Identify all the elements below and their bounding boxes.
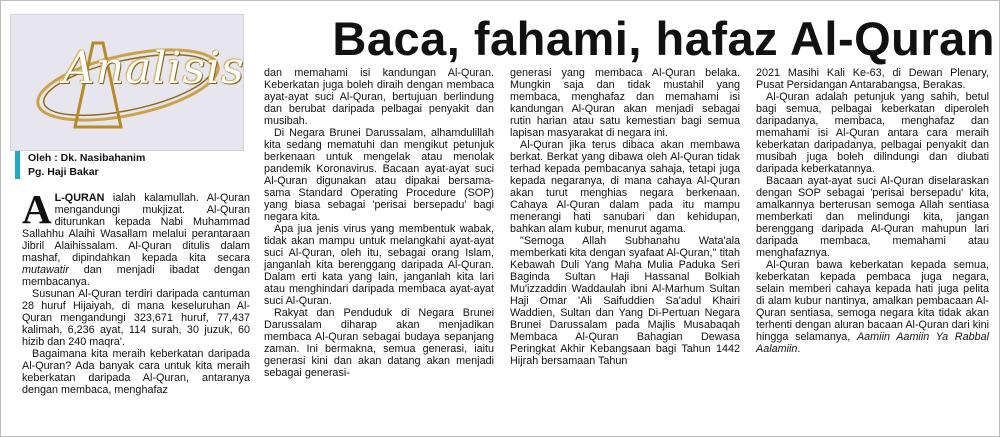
headline: Baca, fahami, hafaz Al-Quran <box>332 12 995 65</box>
paragraph: Al-Quran jika terus dibaca akan membawa berkat. Berkat yang dibawa oleh Al-Quran tidak terhad kepada pembacanya sahaja, tetapi juga kepada negaranya, di mana cahaya Al-Quran akan turut menghias negara berkenaan. Cahaya Al-Quran dalam pada itu mampu menerangi hati sanubari dan kehidupan, bahkan alam kubur, menurut agama. <box>510 139 740 235</box>
paragraph: "Semoga Allah Subhanahu Wata'ala memberkati kita dengan syafaat Al-Quran," titah Kebawah Duli Yang Maha Mulia Paduka Seri Baginda Sultan Haji Hassanal Bolkiah Mu'izzaddin Waddaulah ibni Al-Marhum Sultan Haji Omar 'Ali Saifuddien Sa'adul Khairi Waddien, Sultan dan Yang Di-Pertuan Negara Brunei Darussalam pada Majlis Musabaqah Membaca Al-Quran Bahagian Dewasa Peringkat Akhir Kebangsaan bagi Tahun 1442 Hijrah bersamaan Tahun <box>510 235 740 367</box>
lead-word: L-QURAN <box>54 192 105 204</box>
article-column-1 <box>22 186 250 396</box>
paragraph: Di Negara Brunei Darussalam, alhamdulillah kita sedang mematuhi dan mengikut petunjuk berkenaan untuk mengelak atau menolak pandemik Koronavirus. Bacaan ayat-ayat suci Al-Quran digunakan atau dipakai bersama-sama Standard Operating Procedure (SOP) yang biasa sebagai 'perisai bersepadu' bagi negara kita. <box>264 127 494 223</box>
paragraph: Al-Quran adalah petunjuk yang sahih, betul bagi semua, pelbagai keberkatan diperoleh daripadanya, membaca, menghafaz dan memahami isi Al-Quran antara cara meraih keberkatan daripadanya, pelbagai penyakit dan musibah juga boleh dilindungi dan diubati daripada keberkatannya. <box>756 91 989 175</box>
paragraph: Apa jua jenis virus yang membentuk wabak, tidak akan mampu untuk melangkahi ayat-ayat suci Al-Quran, oleh itu, sebagai orang Islam, janganlah kita berenggang daripada Al-Quran. Dalam erti kata yang lain, janganlah kita lari atau menghindari daripada membaca ayat-ayat suci Al-Quran. <box>264 223 494 307</box>
byline-name: Oleh : Dk. Nasibahanim <box>28 152 146 164</box>
paragraph: Rakyat dan Penduduk di Negara Brunei Darussalam diharap akan menjadikan membaca Al-Quran sebagai budaya sepanjang zaman. Ini bermakna, semua generasi, iaitu generasi kini dan akan datang akan menjadi sebagai generasi- <box>264 307 494 379</box>
paragraph-text: dan menjadi ibadat dengan membacanya. <box>22 264 250 288</box>
paragraph: generasi yang membaca Al-Quran belaka. Mungkin saja dan tidak mustahil yang membaca, menghafaz dan memahami isi kandungan Al-Quran akan menjadi sebagai rutin harian atau satu kemestian bagi semua lapisan masyarakat di negara ini. <box>510 67 740 139</box>
byline <box>15 151 145 179</box>
paragraph-text: ialah kalamullah. Al-Quran mengandungi mukjizat. Al-Quran diturunkan kepada Nabi Muhammad Sallahhu Alaihi Wasallam melalui perantaraan Jibril Alaihissalam. Al-Quran ditulis dalam mashaf, dipindahkan kepada kita secara <box>22 192 250 264</box>
closing-prayer: Aamiin Aamiin Ya Rabbal Aalamiin <box>756 331 989 355</box>
section-logo-text: Analisis <box>63 43 245 94</box>
italic-term: mutawatir <box>22 264 69 276</box>
drop-cap: A <box>22 186 52 232</box>
section-banner <box>10 14 244 151</box>
byline-surname: Pg. Haji Bakar <box>28 166 99 178</box>
article-column-3 <box>510 67 740 367</box>
paragraph-text: Al-Quran bawa keberkatan kepada semua, keberkatan kepada pembaca juga negara, selain memberi cahaya kepada hati juga pelita di alam kubur nantinya, amalkan pembacaan Al-Quran sentiasa, semoga negara kita tidak akan terhenti dengan aluran bacaan Al-Quran dari kini hingga selamanya, <box>756 259 989 343</box>
paragraph: 2021 Masihi Kali Ke-63, di Dewan Plenary, Pusat Persidangan Antarabangsa, Berakas. <box>756 67 989 91</box>
paragraph: Susunan Al-Quran terdiri daripada cantuman 28 huruf Hijaiyah, di mana keseluruhan Al-Quran mengandungi 323,671 huruf, 77,437 kalimah, 6,236 ayat, 114 surah, 30 juzuk, 60 hizib dan 240 maqra'. <box>22 288 250 348</box>
paragraph: dan memahami isi kandungan Al-Quran. Keberkatan juga boleh diraih dengan membaca ayat-ayat suci Al-Quran, bertujuan berlindung dan berubat daripada pelbagai penyakit dan musibah. <box>264 67 494 127</box>
paragraph <box>756 259 989 355</box>
article-column-4 <box>756 67 989 355</box>
article-column-2 <box>264 67 494 379</box>
paragraph-text: . <box>797 343 801 355</box>
paragraph: Bacaan ayat-ayat suci Al-Quran diselaraskan dengan SOP sebagai 'perisai bersepadu' kita, amalkannya berterusan semoga Allah sentiasa memberkati dan melindungi kita, jangan berenggang daripada Al-Quran mahupun lari daripada membaca, memahami atau menghafaznya. <box>756 175 989 259</box>
paragraph <box>22 186 250 288</box>
paragraph: Bagaimana kita meraih keberkatan daripada Al-Quran? Ada banyak cara untuk kita meraih keberkatan daripada Al-Quran, antaranya dengan membaca, menghafaz <box>22 348 250 396</box>
